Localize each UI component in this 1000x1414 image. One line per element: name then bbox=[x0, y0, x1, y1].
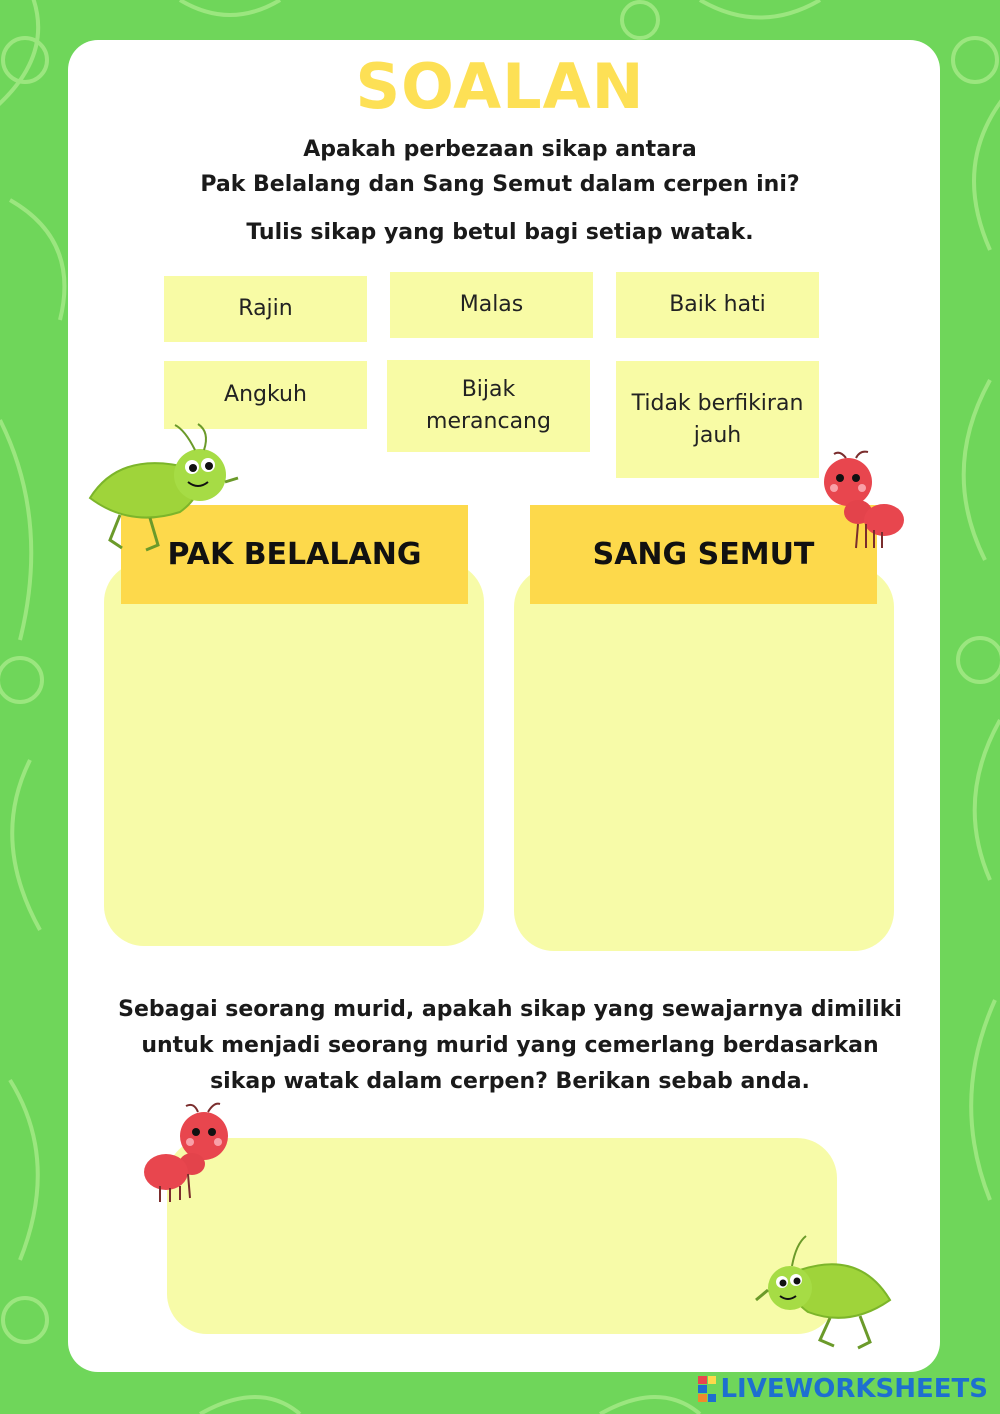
question-1-instruction: Tulis sikap yang betul bagi setiap watak. bbox=[246, 220, 754, 245]
page-title: SOALAN bbox=[355, 50, 645, 123]
option-baik-hati[interactable]: Baik hati bbox=[616, 272, 819, 338]
sang-semut-header: SANG SEMUT bbox=[530, 505, 877, 604]
question-2-answer-field[interactable] bbox=[167, 1138, 837, 1334]
sang-semut-drop-zone[interactable] bbox=[514, 567, 894, 951]
question-2-line-1: Sebagai seorang murid, apakah sikap yang sewajarnya dimiliki bbox=[118, 997, 902, 1022]
question-2 bbox=[110, 992, 910, 1100]
liveworksheets-logo bbox=[698, 1374, 988, 1404]
brand-text: LIVEWORKSHEETS bbox=[720, 1374, 988, 1404]
question-1-line-2: Pak Belalang dan Sang Semut dalam cerpen ini? bbox=[200, 172, 800, 197]
pak-belalang-header: PAK BELALANG bbox=[121, 505, 468, 604]
option-tidak-line-1: Tidak berfikiran bbox=[631, 390, 804, 416]
ant-illustration bbox=[810, 450, 910, 555]
ant-illustration-bottom bbox=[140, 1100, 240, 1210]
liveworksheets-icon bbox=[698, 1376, 716, 1402]
grasshopper-illustration-bottom bbox=[750, 1230, 900, 1355]
question-2-line-3: sikap watak dalam cerpen? Berikan sebab anda. bbox=[210, 1069, 810, 1094]
option-bijak-merancang[interactable] bbox=[387, 360, 590, 452]
option-tidak-line-2: jauh bbox=[693, 422, 742, 448]
pak-belalang-drop-zone[interactable] bbox=[104, 562, 484, 946]
option-malas[interactable]: Malas bbox=[390, 272, 593, 338]
option-bijak-line-2: merancang bbox=[426, 409, 551, 434]
grasshopper-illustration bbox=[80, 420, 240, 560]
option-angkuh[interactable]: Angkuh bbox=[164, 361, 367, 429]
question-1-line-1: Apakah perbezaan sikap antara bbox=[303, 137, 697, 162]
option-rajin[interactable]: Rajin bbox=[164, 276, 367, 342]
option-bijak-line-1: Bijak bbox=[461, 377, 516, 402]
question-2-line-2: untuk menjadi seorang murid yang cemerlang berdasarkan bbox=[141, 1033, 879, 1058]
option-tidak-berfikiran-jauh[interactable] bbox=[616, 361, 819, 478]
